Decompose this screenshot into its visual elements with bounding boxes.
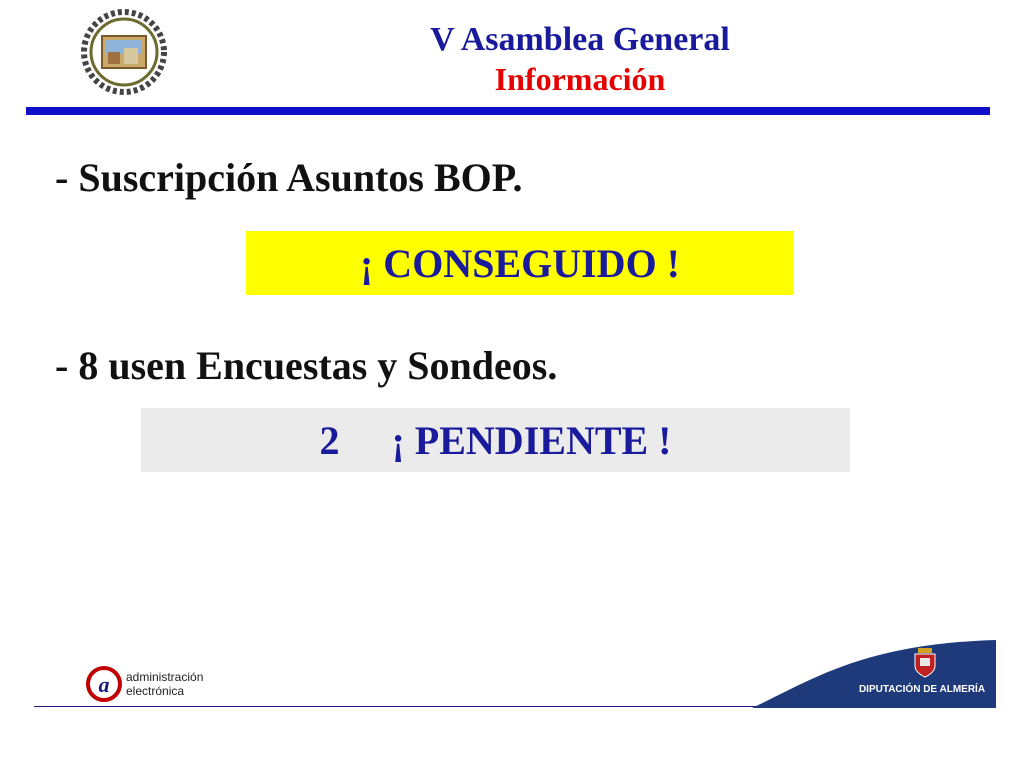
header-divider	[26, 107, 990, 115]
pending-count: 2	[319, 417, 340, 463]
status-badge-conseguido	[246, 231, 794, 295]
status-text: ¡ CONSEGUIDO !	[359, 240, 681, 286]
status-badge-pendiente	[141, 408, 850, 472]
administracion-electronica-logo	[86, 662, 226, 706]
page-title: V Asamblea General	[430, 21, 730, 58]
status-text: ¡ PENDIENTE !	[391, 417, 672, 463]
page-subtitle: Información	[494, 61, 666, 97]
svg-text:a: a	[98, 672, 110, 697]
at-sign-icon	[86, 662, 126, 706]
ae-line2: electrónica	[126, 684, 185, 698]
ae-line1: administración	[126, 670, 204, 684]
diputacion-banner	[752, 640, 996, 708]
emblem-logo	[78, 8, 170, 96]
item-encuestas: - 8 usen Encuestas y Sondeos.	[55, 343, 558, 388]
crest-icon	[912, 648, 938, 678]
item-suscripcion: - Suscripción Asuntos BOP.	[55, 155, 523, 200]
diputacion-name: DIPUTACIÓN DE ALMERÍA	[858, 684, 986, 695]
